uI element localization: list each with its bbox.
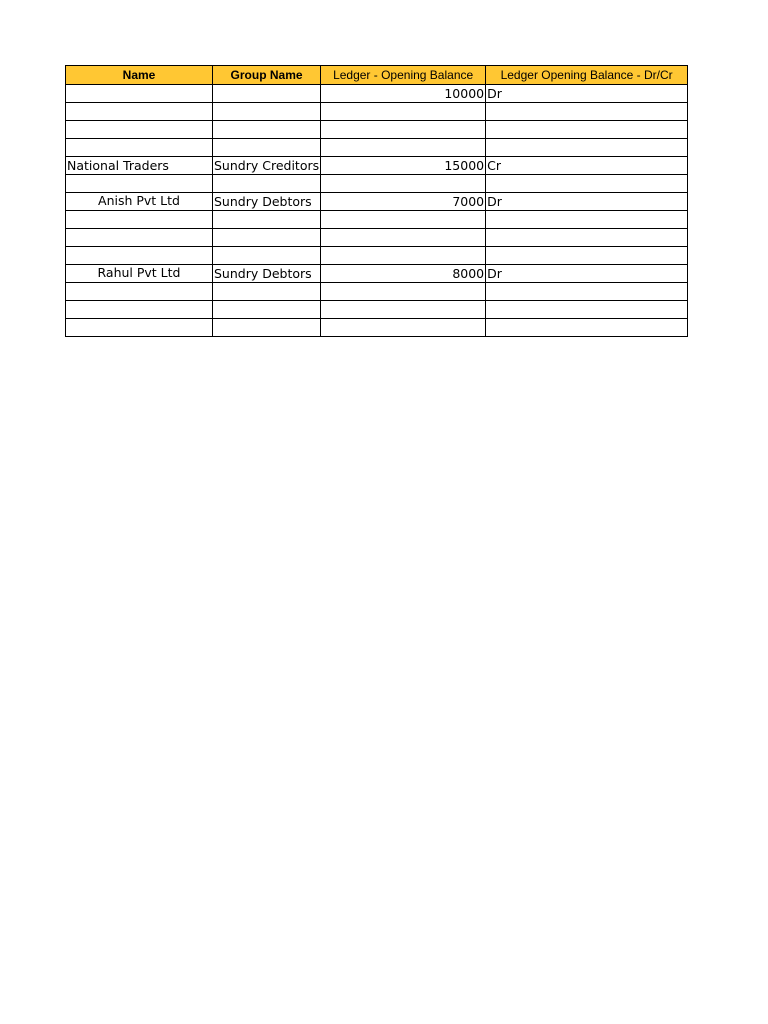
cell-balance[interactable]: 8000 <box>321 265 486 283</box>
cell-group[interactable] <box>213 85 321 103</box>
header-dr-cr: Ledger Opening Balance - Dr/Cr <box>486 66 688 85</box>
ledger-table <box>65 65 688 337</box>
cell-balance[interactable] <box>321 211 486 229</box>
header-row <box>66 66 688 85</box>
cell-group[interactable] <box>213 283 321 301</box>
cell-balance[interactable] <box>321 283 486 301</box>
header-name: Name <box>66 66 213 85</box>
cell-dr-cr[interactable] <box>486 229 688 247</box>
cell-name[interactable] <box>66 301 213 319</box>
cell-dr-cr[interactable]: Dr <box>486 265 688 283</box>
cell-group[interactable] <box>213 175 321 193</box>
cell-group[interactable]: Sundry Debtors <box>213 193 321 211</box>
table-row <box>66 265 688 283</box>
cell-name[interactable]: Rahul Pvt Ltd <box>66 265 213 283</box>
cell-balance[interactable] <box>321 121 486 139</box>
cell-name[interactable]: Anish Pvt Ltd <box>66 193 213 211</box>
table-row <box>66 121 688 139</box>
cell-name[interactable] <box>66 139 213 157</box>
table-row <box>66 319 688 337</box>
header-group-name: Group Name <box>213 66 321 85</box>
table-row <box>66 139 688 157</box>
cell-dr-cr[interactable] <box>486 211 688 229</box>
cell-name[interactable] <box>66 175 213 193</box>
cell-balance[interactable] <box>321 247 486 265</box>
cell-name[interactable] <box>66 229 213 247</box>
cell-group[interactable] <box>213 319 321 337</box>
cell-name[interactable] <box>66 211 213 229</box>
cell-dr-cr[interactable] <box>486 301 688 319</box>
cell-balance[interactable] <box>321 301 486 319</box>
table-row <box>66 85 688 103</box>
table-row <box>66 175 688 193</box>
cell-group[interactable] <box>213 211 321 229</box>
cell-group[interactable]: Sundry Creditors <box>214 158 320 173</box>
cell-dr-cr[interactable] <box>486 247 688 265</box>
cell-name[interactable] <box>66 121 213 139</box>
table-row <box>66 229 688 247</box>
table-row <box>66 301 688 319</box>
cell-group[interactable] <box>213 121 321 139</box>
cell-dr-cr[interactable] <box>486 139 688 157</box>
table-row <box>66 211 688 229</box>
table-row <box>66 157 688 175</box>
header-opening-balance: Ledger - Opening Balance <box>321 66 486 85</box>
cell-dr-cr[interactable] <box>486 121 688 139</box>
cell-group[interactable] <box>213 103 321 121</box>
cell-balance[interactable]: 7000 <box>321 193 486 211</box>
cell-name[interactable] <box>66 85 213 103</box>
cell-balance[interactable] <box>321 103 486 121</box>
cell-balance[interactable]: 10000 <box>321 85 486 103</box>
table-row <box>66 103 688 121</box>
cell-dr-cr[interactable] <box>486 175 688 193</box>
cell-name[interactable] <box>66 319 213 337</box>
cell-name[interactable]: National Traders <box>66 157 213 175</box>
cell-name[interactable] <box>66 247 213 265</box>
table-row <box>66 247 688 265</box>
cell-balance[interactable]: 15000 <box>321 157 486 175</box>
table-row <box>66 283 688 301</box>
cell-name[interactable] <box>66 283 213 301</box>
cell-dr-cr[interactable]: Dr <box>486 193 688 211</box>
table-row <box>66 193 688 211</box>
cell-group[interactable] <box>213 247 321 265</box>
cell-dr-cr[interactable]: Dr <box>486 85 688 103</box>
cell-dr-cr[interactable] <box>486 319 688 337</box>
cell-balance[interactable] <box>321 175 486 193</box>
cell-dr-cr[interactable] <box>486 283 688 301</box>
cell-name[interactable] <box>66 103 213 121</box>
cell-dr-cr[interactable]: Cr <box>486 157 688 175</box>
cell-group[interactable] <box>213 229 321 247</box>
cell-dr-cr[interactable] <box>486 103 688 121</box>
cell-balance[interactable] <box>321 319 486 337</box>
cell-balance[interactable] <box>321 229 486 247</box>
cell-group[interactable] <box>213 139 321 157</box>
cell-balance[interactable] <box>321 139 486 157</box>
cell-group[interactable] <box>213 301 321 319</box>
cell-group[interactable]: Sundry Debtors <box>213 265 321 283</box>
